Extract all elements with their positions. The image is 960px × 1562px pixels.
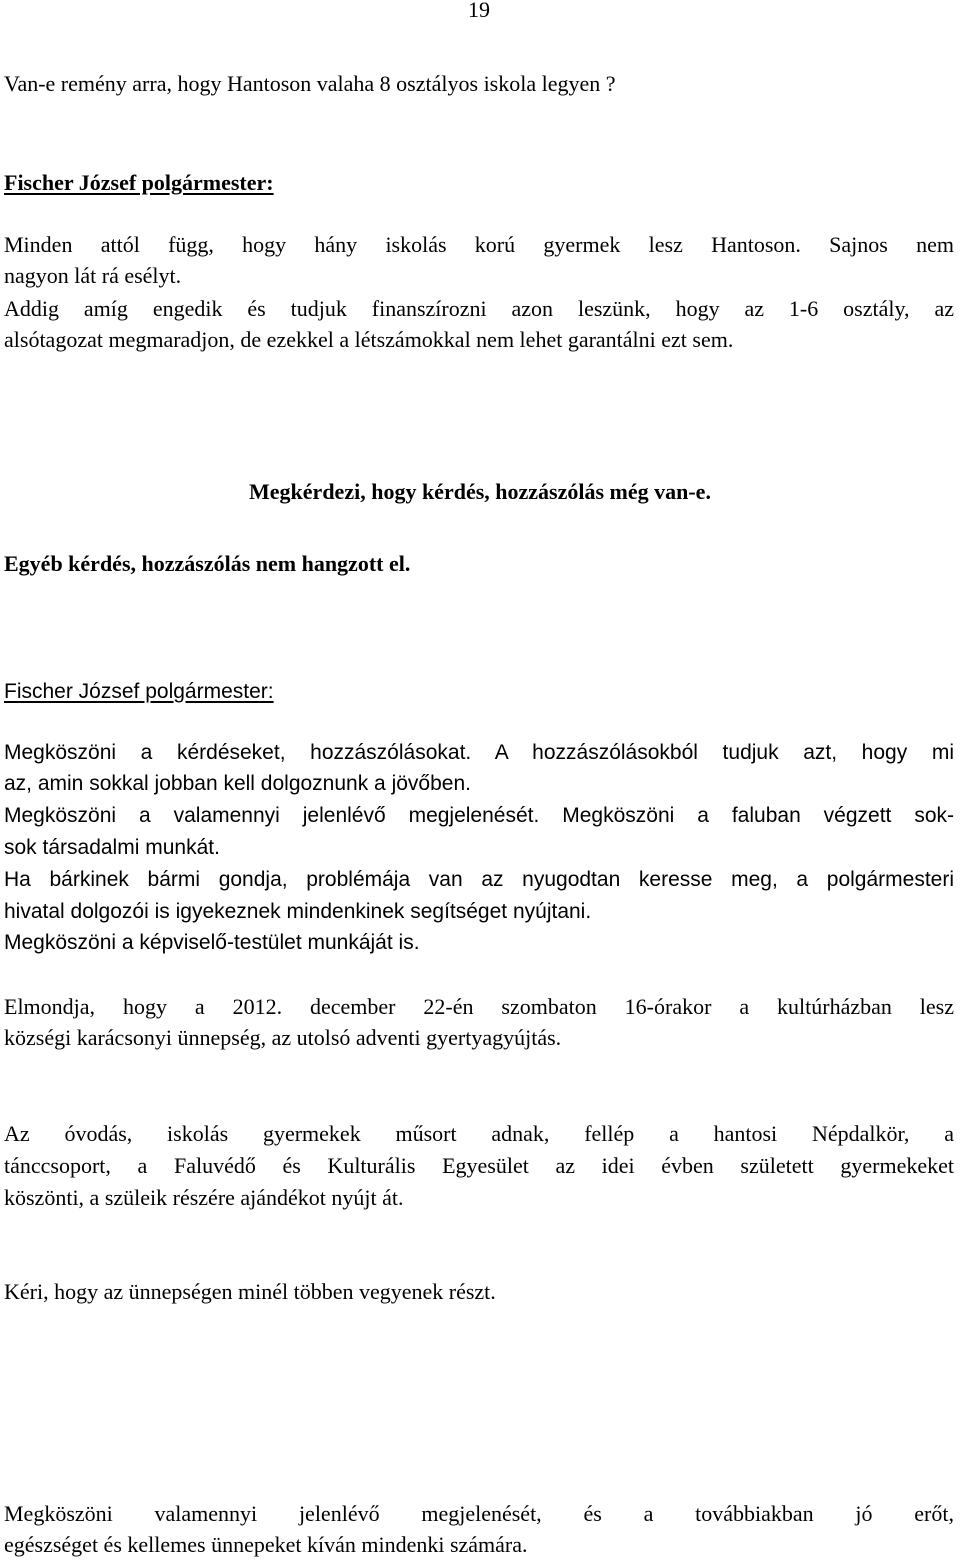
closing-line: Megköszöni a valamennyi jelenlévő megjelenését. Megköszöni a faluban végzett sok- — [4, 804, 954, 827]
closing-line: az, amin sokkal jobban kell dolgoznunk a jövőben. — [4, 772, 471, 795]
program-line: Az óvodás, iskolás gyermekek műsort adnak, fellép a hantosi Népdalkör, a — [4, 1121, 954, 1146]
answer-line: Minden attól függ, hogy hány iskolás korú gyermek lesz Hantoson. Sajnos nem — [4, 232, 954, 257]
answer-line: alsótagozat megmaradjon, de ezekkel a létszámokkal nem lehet garantálni ezt sem. — [4, 327, 734, 352]
closing-line: Megköszöni a kérdéseket, hozzászólásokat. A hozzászólásokból tudjuk azt, hogy mi — [4, 741, 954, 764]
page-number: 19 — [468, 0, 490, 22]
chair-asks: Megkérdezi, hogy kérdés, hozzászólás még van-e. — [249, 479, 711, 504]
farewell-line: egészséget és kellemes ünnepeket kíván mindenki számára. — [4, 1532, 528, 1557]
program-line: köszönti, a szüleik részére ajándékot nyújt át. — [4, 1185, 404, 1210]
closing-line: hivatal dolgozói is igyekeznek mindenkinek segítséget nyújtani. — [4, 900, 592, 923]
no-more-questions: Egyéb kérdés, hozzászólás nem hangzott el. — [4, 551, 411, 576]
answer-line: nagyon lát rá esélyt. — [4, 263, 182, 288]
speaker-heading-2: Fischer József polgármester: — [4, 680, 274, 703]
question-text: Van-e remény arra, hogy Hantoson valaha 8 osztályos iskola legyen ? — [4, 71, 616, 96]
speaker-heading-1: Fischer József polgármester: — [4, 170, 274, 195]
event-line: Elmondja, hogy a 2012. december 22-én szombaton 16-órakor a kultúrházban lesz — [4, 994, 954, 1019]
request-text: Kéri, hogy az ünnepségen minél többen vegyenek részt. — [4, 1279, 496, 1304]
program-line: tánccsoport, a Faluvédő és Kulturális Egyesület az idei évben született gyermekeket — [4, 1153, 954, 1178]
farewell-line: Megköszöni valamennyi jelenlévő megjelenését, és a továbbiakban jó erőt, — [4, 1501, 954, 1526]
closing-line: Megköszöni a képviselő-testület munkáját is. — [4, 931, 420, 954]
closing-line: Ha bárkinek bármi gondja, problémája van az nyugodtan keresse meg, a polgármesteri — [4, 868, 954, 891]
answer-line: Addig amíg engedik és tudjuk finanszírozni azon leszünk, hogy az 1-6 osztály, az — [4, 296, 954, 321]
closing-line: sok társadalmi munkát. — [4, 836, 220, 859]
event-line: községi karácsonyi ünnepség, az utolsó adventi gyertyagyújtás. — [4, 1025, 562, 1050]
